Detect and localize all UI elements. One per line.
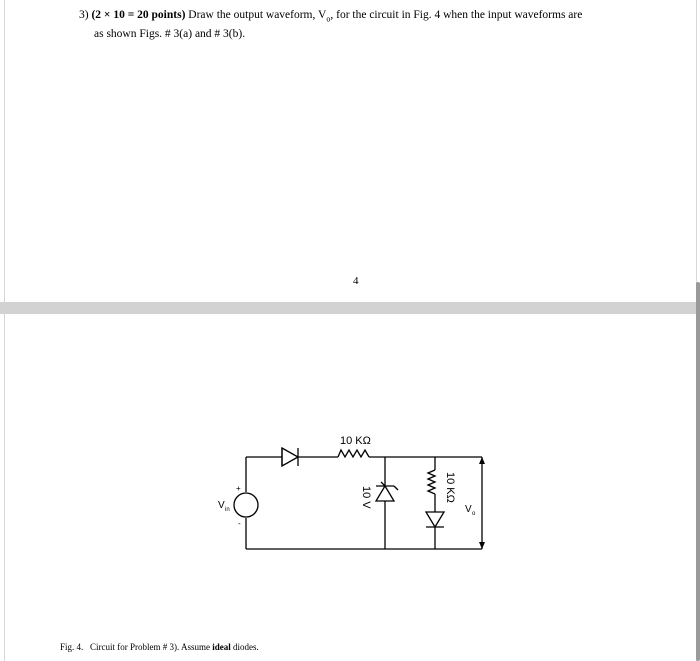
vo-sub: o: [472, 511, 476, 517]
vo-label: V: [465, 504, 472, 515]
diode-2-icon: [376, 486, 394, 501]
resistor-right-icon: [428, 470, 435, 494]
caption-text: Circuit for Problem # 3). Assume: [90, 642, 211, 652]
page-number: 4: [353, 275, 359, 287]
problem-text-sub: o: [326, 14, 331, 24]
figure-caption: [60, 642, 259, 652]
vin-label: V: [218, 500, 225, 511]
page-top: [4, 0, 697, 302]
vin-sub: in: [225, 507, 230, 513]
resistor-top-label: 10 KΩ: [340, 435, 371, 447]
caption-suffix: diodes.: [233, 642, 259, 652]
caption-bold: ideal: [212, 642, 231, 652]
resistor-top-icon: [338, 450, 369, 457]
problem-points: (2 × 10 = 20 points): [91, 9, 186, 21]
vin-source-icon: [234, 493, 258, 517]
scrollbar[interactable]: [696, 282, 700, 661]
circuit-diagram: [200, 430, 500, 560]
problem-text-3: as shown Figs. # 3(a) and # 3(b).: [94, 27, 246, 40]
diode-3-icon: [426, 512, 444, 527]
battery-label: 10 V: [360, 486, 372, 509]
problem-statement: [79, 8, 657, 41]
problem-number: 3): [79, 9, 89, 21]
problem-text-2: , for the circuit in Fig. 4 when the input waveforms are: [330, 9, 583, 21]
vin-plus: +: [236, 484, 241, 493]
problem-text-1: Draw the output waveform, V: [188, 9, 327, 21]
resistor-right-label: 10 KΩ: [444, 472, 456, 503]
vin-minus: -: [238, 519, 241, 528]
caption-prefix: Fig. 4.: [60, 642, 84, 652]
diode-1-icon: [282, 448, 298, 466]
page-gap: [0, 302, 700, 314]
